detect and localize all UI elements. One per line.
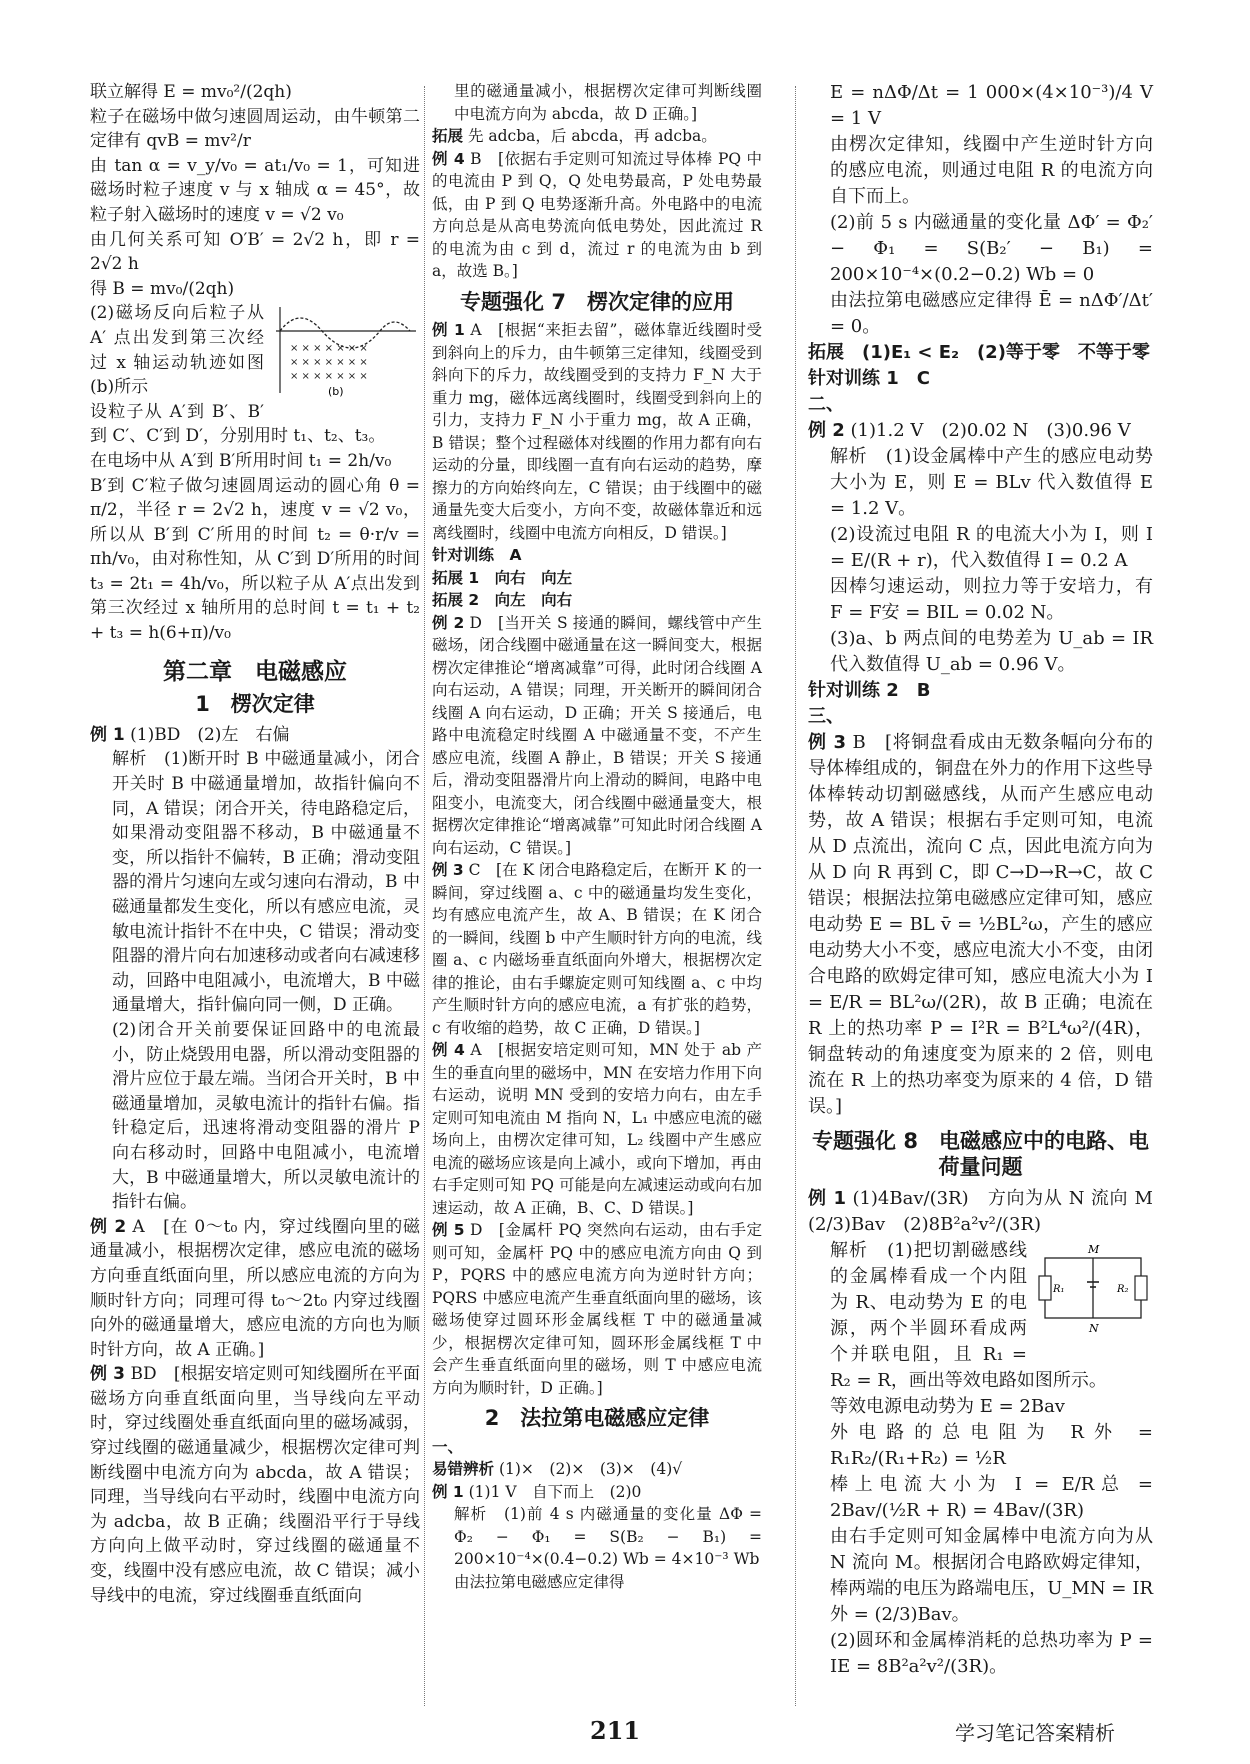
analysis-text: 因棒匀速运动，则拉力等于安培力，有 F = F安 = BIL = 0.02 N。	[830, 576, 1153, 623]
example-body: A [根据“来拒去留”，磁体靠近线圈时受到斜向上的斥力，由牛顿第三定律知，线圈受到斜向下的斥力，故线圈受到的支持力 F_N 大于重力 mg，磁体远离线圈时，线圈受到斜向上的引力，支持力 F_N 小于重力 mg，故 A 正确，B 错误；整个过程磁体对线圈的作用力都有向右运动的分量，即线圈一直有向右运动的趋势，摩擦力的方向始终向左，C 错误；由于线圈中的磁通量先变大后变小，方向不变，故磁体靠近和远离线圈时，线圈中电流方向相反，D 错误。]	[432, 321, 763, 542]
example-label: 例 1	[432, 1482, 464, 1501]
part-label: 二、	[808, 394, 844, 415]
svg-text:× × × × × × ×: × × × × × × ×	[290, 357, 368, 369]
example-body: A [根据安培定则可知，MN 处于 ab 产生的垂直向里的磁场中，MN 在安培力作用下向右运动，说明 MN 受到的安培力向右，由左手定则可知电流由 M 指向 N，L₁ 中感应电流的磁场向上，由楞次定律可知，L₂ 线圈中产生感应电流的磁场应该是向上减小，或向下增加，再由右手定则可知 PQ 可能是向左减速运动或向右加速运动，故 A 正确，B、C、D 错误。]	[432, 1041, 762, 1217]
svg-text:× × × × × × ×: × × × × × × ×	[290, 343, 368, 355]
figure-label: (b)	[328, 385, 344, 399]
text-line: 得 B = mv₀/(2qh)	[90, 278, 235, 299]
text-line: B′到 C′粒子做匀速圆周运动的圆心角 θ = π/2，半径 r = 2√2 h，速度 v = √2 v₀，所以从 B′到 C′所用的时间 t₂ = θ·r/v = πh/v₀，由对称性知，从 C′到 D′所用的时间 t₃ = 2t₁ = 4h/v₀，所以粒子从 A′点出发到第三次经过 x 轴所用的总时间 t = t₁ + t₂ + t₃ = h(6+π)/v₀	[90, 475, 420, 644]
text-line: 在电场中从 A′到 B′所用时间 t₁ = 2h/v₀	[90, 450, 392, 471]
analysis-text: 由法拉第电磁感应定律得	[454, 1572, 625, 1591]
drill-answer: 针对训练 2 B	[808, 680, 931, 701]
extension-body: 先 adcba，后 abcda，再 adcba。	[467, 127, 717, 145]
analysis-text: (2)圆环和金属棒消耗的总热功率为 P = IE = 8B²a²v²/(3R)。	[830, 1630, 1153, 1677]
example-answer: (1)BD (2)左 右偏	[130, 724, 290, 745]
example-body: C [在 K 闭合电路稳定后，在断开 K 的一瞬间，穿过线圈 a、c 中的磁通量均发生变化，均有感应电流产生，故 A、B 错误；在 K 闭合的一瞬间，线圈 b 中产生顺时针方向的电流，线圈 a、c 内磁场垂直纸面向外增大，根据楞次定律的推论，由右手螺旋定则可知线圈 a、c 中均产生顺时针方向的感应电流，a 有扩张的趋势，c 有收缩的趋势，故 C 正确，D 错误。]	[432, 861, 762, 1037]
example-body: B [依据右手定则可知流过导体棒 PQ 中的电流由 P 到 Q，Q 处电势最高，P 处电势最低，由 P 到 Q 电势逐渐升高。外电路中的电流方向总是从高电势流向低电势处，因此流过 R 的电流为由 c 到 d，流过 r 的电流为由 b 到 a，故选 B。]	[432, 149, 763, 280]
example-label: 例 1	[432, 321, 465, 339]
analysis-text: 解析 (1)设金属棒中产生的感应电动势大小为 E，则 E = BLv 代入数值得 E = 1.2 V。	[830, 446, 1153, 519]
chapter-title: 第二章 电磁感应	[163, 658, 347, 685]
circuit-label-m: M	[1088, 1243, 1100, 1256]
section-title: 专题强化 8 电磁感应中的电路、电荷量问题	[812, 1129, 1149, 1179]
example-body: A [在 0～t₀ 内，穿过线圈向里的磁通量减小，根据楞次定律，感应电流的磁场方向垂直纸面向里，所以感应电流的方向为顺时针方向；同理可得 t₀～2t₀ 内穿过线圈向外的磁通量增大，感应电流的方向也为顺时针方向，故 A 正确。]	[90, 1216, 420, 1360]
example-label: 例 4	[432, 1041, 465, 1059]
error-check-body: (1)× (2)× (3)× (4)√	[498, 1460, 683, 1478]
example-answer: (1)4Bav/(3R) 方向为从 N 流向 M (2/3)Bav (2)8B²a²v²/(3R)	[808, 1188, 1171, 1235]
analysis-text: (2)闭合开关前要保证回路中的电流最小，防止烧毁用电器，所以滑动变阻器的滑片应位于最左端。当闭合开关时，B 中磁通量增加，灵敏电流计的指针右偏。指针稳定后，迅速将滑动变阻器的滑片 P 向右移动时，回路中电阻减小，电流增大，B 中磁通量增大，所以灵敏电流计的指针右偏。	[112, 1019, 420, 1213]
text-line: 由 tan α = v_y/v₀ = at₁/v₀ = 1，可知进磁场时粒子速度 v 与 x 轴成 α = 45°，故粒子射入磁场时的速度 v = √2 v₀	[90, 155, 420, 225]
continued-text: 里的磁通量减小，根据楞次定律可判断线圈中电流方向为 abcda，故 D 正确。]	[454, 82, 762, 123]
column-divider-left	[424, 86, 425, 1706]
analysis-text: 棒上电流大小为 I = E/R总 = 2Bav/(½R + R) = 4Bav/(3R)	[830, 1474, 1153, 1521]
drill-answer: 针对训练 1 C	[808, 368, 931, 389]
example-label: 例 5	[432, 1221, 465, 1239]
example-label: 例 1	[90, 724, 125, 745]
equivalent-circuit-figure	[1033, 1240, 1153, 1344]
extension-answer: 拓展 2 向左 向右	[432, 591, 573, 609]
analysis-text: 外电路的总电阻为 R外 = R₁R₂/(R₁+R₂) = ½R	[830, 1422, 1153, 1469]
part-label: 三、	[808, 706, 844, 727]
formula-line: E = nΔΦ/Δt = 1 000×(4×10⁻³)/4 V = 1 V	[830, 82, 1153, 129]
svg-text:× × × × × × ×: × × × × × × ×	[290, 371, 368, 383]
example-label: 例 3	[90, 1364, 125, 1385]
text-line: 由几何关系可知 O′B′ = 2√2 h，即 r = 2√2 h	[90, 229, 420, 275]
analysis-text: 解析 (1)断开时 B 中磁通量减小，闭合开关时 B 中磁通量增加，故指针偏向不同，A 错误；闭合开关，待电路稳定后，如果滑动变阻器不移动，B 中磁通量不变，所以指针不偏转，B 正确；滑动变阻器的滑片匀速向左或匀速向右滑动，B 中磁通量都发生变化，所以有感应电流，灵敏电流计指针不在中央，C 错误；滑动变阻器的滑片向右加速移动或者向右减速移动，回路中电阻减小，电流增大，B 中磁通量增大，指针偏向同一侧，D 正确。	[112, 749, 420, 1016]
column-1	[90, 80, 420, 1608]
circuit-label-r2: R₂	[1117, 1284, 1129, 1295]
text-line: (2)磁场反向后粒子从 A′ 点出发到第三次经过 x 轴运动轨迹如图(b)所示	[90, 303, 264, 398]
example-body: D [金属杆 PQ 突然向右运动，由右手定则可知，金属杆 PQ 中的感应电流方向由 Q 到 P，PQRS 中的感应电流方向为逆时针方向；PQRS 中感应电流产生垂直纸面向里的磁场，该磁场使穿过圆环形金属线框 T 中的磁通量减少，根据楞次定律可知，圆环形金属线框 T 中会产生垂直纸面向里的磁场，则 T 中感应电流方向为顺时针，D 正确。]	[432, 1221, 762, 1397]
circuit-label-r1: R₁	[1053, 1284, 1065, 1295]
analysis-text: (3)a、b 两点间的电势差为 U_ab = IR 代入数值得 U_ab = 0.96 V。	[830, 628, 1153, 675]
analysis-text: 解析 (1)把切割磁感线的金属棒看成一个内阻为 R、电动势为 E 的电源，两个半圆环看成两个并联电阻，且 R₁ = R₂ = R，画出等效电路如图所示。	[830, 1240, 1107, 1391]
example-label: 例 2	[808, 420, 845, 441]
analysis-text: 由右手定则可知金属棒中电流方向为从 N 流向 M。根据闭合电路欧姆定律知，棒两端的电压为路端电压，U_MN = IR外 = (2/3)Bav。	[830, 1526, 1153, 1625]
example-answer: (1)1.2 V (2)0.02 N (3)0.96 V	[850, 420, 1131, 441]
example-label: 例 1	[808, 1188, 847, 1209]
example-body: BD [根据安培定则可知线圈所在平面磁场方向垂直纸面向里，当导线向左平动时，穿过线圈处垂直纸面向里的磁场减弱，穿过线圈的磁通量减少，根据楞次定律可判断线圈中电流方向为 abcda，故 A 错误；同理，当导线向右平动时，线圈中电流方向为 adcba，故 B 正确；线圈沿平行于导线方向向上做平动时，穿过线圈的磁通量不变，线圈中没有感应电流，故 C 错误；减小导线中的电流，穿过线圈垂直纸面向	[90, 1364, 420, 1606]
section-title: 1 楞次定律	[195, 692, 315, 717]
circuit-label-n: N	[1089, 1322, 1099, 1335]
text-line: 粒子在磁场中做匀速圆周运动，由牛顿第二定律有 qvB = mv²/r	[90, 106, 420, 152]
example-label: 例 3	[808, 732, 847, 753]
text-line: 联立解得 E = mv₀²/(2qh)	[90, 82, 292, 102]
part-label: 一、	[432, 1437, 464, 1456]
example-body: D [当开关 S 接通的瞬间，螺线管中产生磁场，闭合线圈中磁通量在这一瞬间变大，根据楞次定律推论“增离减靠”可得，此时闭合线圈 A 向右运动，A 错误；同理，开关断开的瞬间闭合线圈 A 向右运动，D 正确；开关 S 接通后，电路中电流稳定时线圈 A 中磁通量不变，不产生感应电流，线圈 A 静止，B 错误；开关 S 接通后，滑动变阻器滑片向上滑动的瞬间，电路中电阻变小，电流变大，闭合线圈中磁通量变大，根据楞次定律推论“增离减靠”可知此时闭合线圈 A 向右运动，C 错误。]	[432, 613, 762, 857]
example-body: B [将铜盘看成由无数条幅向分布的导体棒组成的，铜盘在外力的作用下这些导体棒转动切割磁感线，从而产生感应电动势，故 A 错误；根据右手定则可知，电流从 D 点流出，流向 C 点，因此电流方向为从 D 向 R 再到 C，即 C→D→R→C，故 C 错误；根据法拉第电磁感应定律可知，感应电动势 E = BL v̄ = ½BL²ω，产生的感应电动势大小不变，感应电流大小不变，由闭合电路的欧姆定律可知，感应电流大小为 I = E/R = BL²ω/(2R)，故 B 正确；电流在 R 上的热功率 P = I²R = B²L⁴ω²/(4R)，铜盘转动的角速度变为原来的 2 倍，则电流在 R 上的热功率变为原来的 4 倍，D 错误。]	[808, 732, 1153, 1117]
error-check-label: 易错辨析	[432, 1460, 495, 1478]
column-3	[808, 80, 1171, 1680]
extension-answer: 拓展 1 向右 向左	[432, 568, 573, 587]
column-divider-right	[795, 86, 796, 1706]
drill-answer: 针对训练 A	[432, 546, 522, 564]
analysis-text: 等效电源电动势为 E = 2Bav	[830, 1396, 1065, 1417]
example-label: 例 2	[90, 1216, 127, 1237]
page-number: 211	[590, 1716, 641, 1745]
column-2	[432, 80, 762, 1593]
extension-answer: 拓展 (1)E₁ < E₂ (2)等于零 不等于零	[808, 342, 1150, 363]
extension-label: 拓展	[432, 127, 464, 145]
example-label: 例 2	[432, 613, 465, 632]
analysis-text: 解析 (1)前 4 s 内磁通量的变化量 ΔΦ = Φ₂ − Φ₁ = S(B₂ − B₁) = 200×10⁻⁴×(0.4−0.2) Wb = 4×10⁻³ Wb	[454, 1505, 762, 1568]
text-line: 设粒子从 A′到 B′、B′到 C′、C′到 D′，分别用时 t₁、t₂、t₃。	[90, 401, 386, 447]
example-label: 例 3	[432, 861, 464, 879]
example-label: 例 4	[432, 149, 465, 168]
analysis-text: (2)前 5 s 内磁通量的变化量 ΔΦ′ = Φ₂′ − Φ₁ = S(B₂′ − B₁) = 200×10⁻⁴×(0.2−0.2) Wb = 0	[830, 212, 1153, 285]
analysis-text: 由法拉第电磁感应定律得 Ē = nΔΦ′/Δt′ = 0。	[830, 290, 1153, 337]
section-title: 专题强化 7 楞次定律的应用	[460, 289, 734, 314]
book-title-footer: 学习笔记答案精析	[955, 1721, 1115, 1745]
trajectory-figure-b	[270, 303, 420, 407]
analysis-text: 由楞次定律知，线圈中产生逆时针方向的感应电流，则通过电阻 R 的电流方向自下而上。	[830, 134, 1153, 207]
section-title: 2 法拉第电磁感应定律	[484, 1406, 710, 1430]
analysis-text: (2)设流过电阻 R 的电流大小为 I，则 I = E/(R + r)，代入数值得 I = 0.2 A	[830, 524, 1153, 571]
example-answer: (1)1 V 自下而上 (2)0	[468, 1482, 642, 1501]
